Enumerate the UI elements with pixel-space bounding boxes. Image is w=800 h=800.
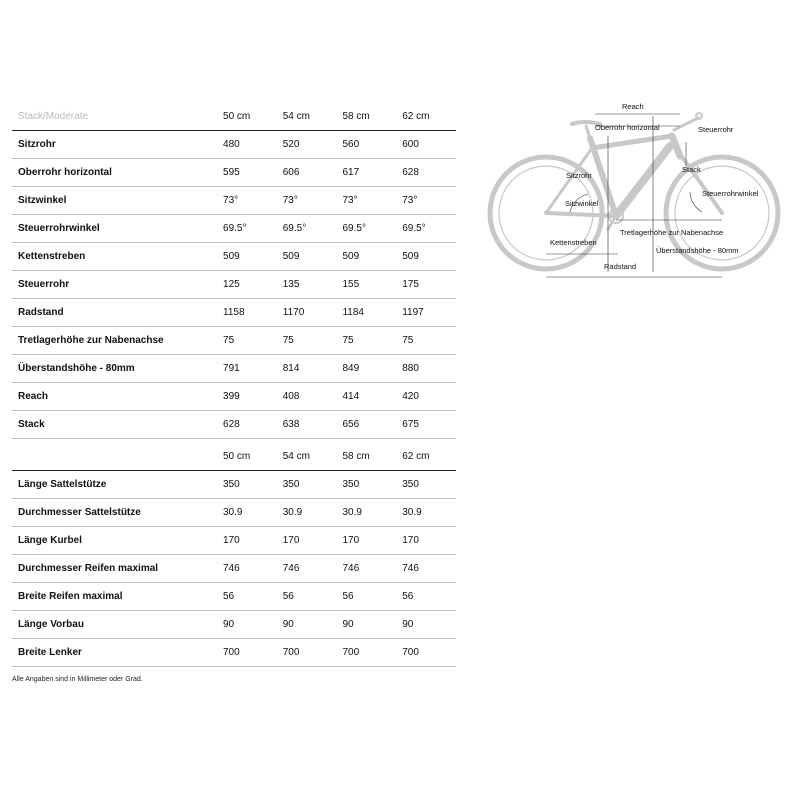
size-column-header: 62 cm [396, 103, 456, 131]
table-cell: 170 [277, 527, 337, 555]
table-cell: 30.9 [277, 499, 337, 527]
row-label: Sitzwinkel [12, 187, 217, 215]
table-cell: 420 [396, 383, 456, 411]
table-cell: 509 [396, 243, 456, 271]
table-cell: 30.9 [217, 499, 277, 527]
table-row [12, 215, 456, 243]
label-head-tube: Steuerrohr [698, 125, 734, 134]
row-label: Stack [12, 411, 217, 439]
table-cell: 675 [396, 411, 456, 439]
size-column-header: 50 cm [217, 103, 277, 131]
table-row [12, 243, 456, 271]
label-standover: Überstandshöhe - 80mm [656, 246, 739, 255]
table-cell: 56 [336, 583, 396, 611]
label-reach: Reach [622, 102, 644, 111]
label-seat-tube: Sitzrohr [566, 171, 592, 180]
row-label: Überstandshöhe - 80mm [12, 355, 217, 383]
table-row [12, 159, 456, 187]
label-chainstay: Kettenstreben [550, 238, 597, 247]
size-column-header: 62 cm [396, 443, 456, 471]
table-cell: 69.5° [277, 215, 337, 243]
table-row [12, 355, 456, 383]
table-cell: 408 [277, 383, 337, 411]
table-row [12, 471, 456, 499]
table-cell: 56 [396, 583, 456, 611]
table-cell: 656 [336, 411, 396, 439]
row-label: Reach [12, 383, 217, 411]
table-cell: 90 [396, 611, 456, 639]
size-column-header: 50 cm [217, 443, 277, 471]
table-row [12, 187, 456, 215]
table-cell: 700 [277, 639, 337, 667]
table-cell: 73° [217, 187, 277, 215]
row-label: Durchmesser Sattelstütze [12, 499, 217, 527]
table-cell: 73° [336, 187, 396, 215]
label-top-tube: Oberrohr horizontal [595, 123, 660, 132]
row-label: Oberrohr horizontal [12, 159, 217, 187]
components-table [12, 443, 456, 667]
table-cell: 69.5° [217, 215, 277, 243]
table-cell: 155 [336, 271, 396, 299]
table-cell: 350 [396, 471, 456, 499]
table-cell: 73° [396, 187, 456, 215]
table-cell: 746 [336, 555, 396, 583]
geometry-table [12, 103, 456, 439]
table-row [12, 131, 456, 159]
size-column-header: 54 cm [277, 443, 337, 471]
table-row [12, 555, 456, 583]
table-cell: 350 [217, 471, 277, 499]
table-row [12, 299, 456, 327]
table-cell: 75 [277, 327, 337, 355]
bike-geometry-diagram [480, 96, 790, 278]
table-cell: 509 [336, 243, 396, 271]
row-label: Steuerrohrwinkel [12, 215, 217, 243]
table-row [12, 271, 456, 299]
table-cell: 56 [217, 583, 277, 611]
table-cell: 399 [217, 383, 277, 411]
table-cell: 170 [396, 527, 456, 555]
table-cell: 520 [277, 131, 337, 159]
table-row [12, 583, 456, 611]
table-row [12, 327, 456, 355]
table-cell: 1170 [277, 299, 337, 327]
table-cell: 700 [217, 639, 277, 667]
table-cell: 814 [277, 355, 337, 383]
size-column-header: 54 cm [277, 103, 337, 131]
table-cell: 849 [336, 355, 396, 383]
table-cell: 30.9 [336, 499, 396, 527]
dimension-labels [550, 102, 759, 271]
table-cell: 75 [396, 327, 456, 355]
table-row [12, 411, 456, 439]
table-cell: 480 [217, 131, 277, 159]
size-column-header: 58 cm [336, 443, 396, 471]
label-bb-drop: Tretlagerhöhe zur Nabenachse [620, 228, 724, 237]
table-cell: 606 [277, 159, 337, 187]
row-label: Tretlagerhöhe zur Nabenachse [12, 327, 217, 355]
table-header-row [12, 443, 456, 471]
table-cell: 69.5° [336, 215, 396, 243]
table-corner-label [12, 443, 217, 471]
table-cell: 560 [336, 131, 396, 159]
size-column-header: 58 cm [336, 103, 396, 131]
table-cell: 791 [217, 355, 277, 383]
label-head-angle: Steuerrohrwinkel [702, 189, 759, 198]
table-cell: 628 [217, 411, 277, 439]
table-cell: 509 [217, 243, 277, 271]
table-cell: 75 [217, 327, 277, 355]
row-label: Länge Vorbau [12, 611, 217, 639]
row-label: Länge Kurbel [12, 527, 217, 555]
table-cell: 746 [396, 555, 456, 583]
table-row [12, 499, 456, 527]
table-cell: 125 [217, 271, 277, 299]
row-label: Radstand [12, 299, 217, 327]
table-cell: 600 [396, 131, 456, 159]
row-label: Kettenstreben [12, 243, 217, 271]
label-stack: Stack [682, 165, 701, 174]
table-cell: 595 [217, 159, 277, 187]
table-row [12, 527, 456, 555]
table-cell: 638 [277, 411, 337, 439]
table-header-row [12, 103, 456, 131]
table-cell: 1158 [217, 299, 277, 327]
table-cell: 90 [217, 611, 277, 639]
table-cell: 350 [277, 471, 337, 499]
table-cell: 350 [336, 471, 396, 499]
table-cell: 90 [336, 611, 396, 639]
table-cell: 880 [396, 355, 456, 383]
row-label: Länge Sattelstütze [12, 471, 217, 499]
row-label: Durchmesser Reifen maximal [12, 555, 217, 583]
row-label: Steuerrohr [12, 271, 217, 299]
footnote: Alle Angaben sind in Millimeter oder Grad. [12, 676, 143, 683]
label-seat-angle: Sitzwinkel [565, 199, 599, 208]
table-cell: 135 [277, 271, 337, 299]
table-cell: 56 [277, 583, 337, 611]
table-cell: 700 [336, 639, 396, 667]
table-cell: 700 [396, 639, 456, 667]
table-cell: 1197 [396, 299, 456, 327]
table-cell: 617 [336, 159, 396, 187]
table-cell: 69.5° [396, 215, 456, 243]
table-cell: 30.9 [396, 499, 456, 527]
table-cell: 414 [336, 383, 396, 411]
table-cell: 170 [336, 527, 396, 555]
table-cell: 175 [396, 271, 456, 299]
table-cell: 746 [217, 555, 277, 583]
row-label: Sitzrohr [12, 131, 217, 159]
table-cell: 90 [277, 611, 337, 639]
table-cell: 170 [217, 527, 277, 555]
table-cell: 1184 [336, 299, 396, 327]
table-cell: 75 [336, 327, 396, 355]
table-cell: 746 [277, 555, 337, 583]
table-row [12, 611, 456, 639]
table-row [12, 639, 456, 667]
label-wheelbase: Radstand [604, 262, 637, 271]
table-corner-label: Stack/Moderate [12, 103, 217, 131]
row-label: Breite Lenker [12, 639, 217, 667]
table-cell: 73° [277, 187, 337, 215]
row-label: Breite Reifen maximal [12, 583, 217, 611]
table-row [12, 383, 456, 411]
table-cell: 628 [396, 159, 456, 187]
table-cell: 509 [277, 243, 337, 271]
